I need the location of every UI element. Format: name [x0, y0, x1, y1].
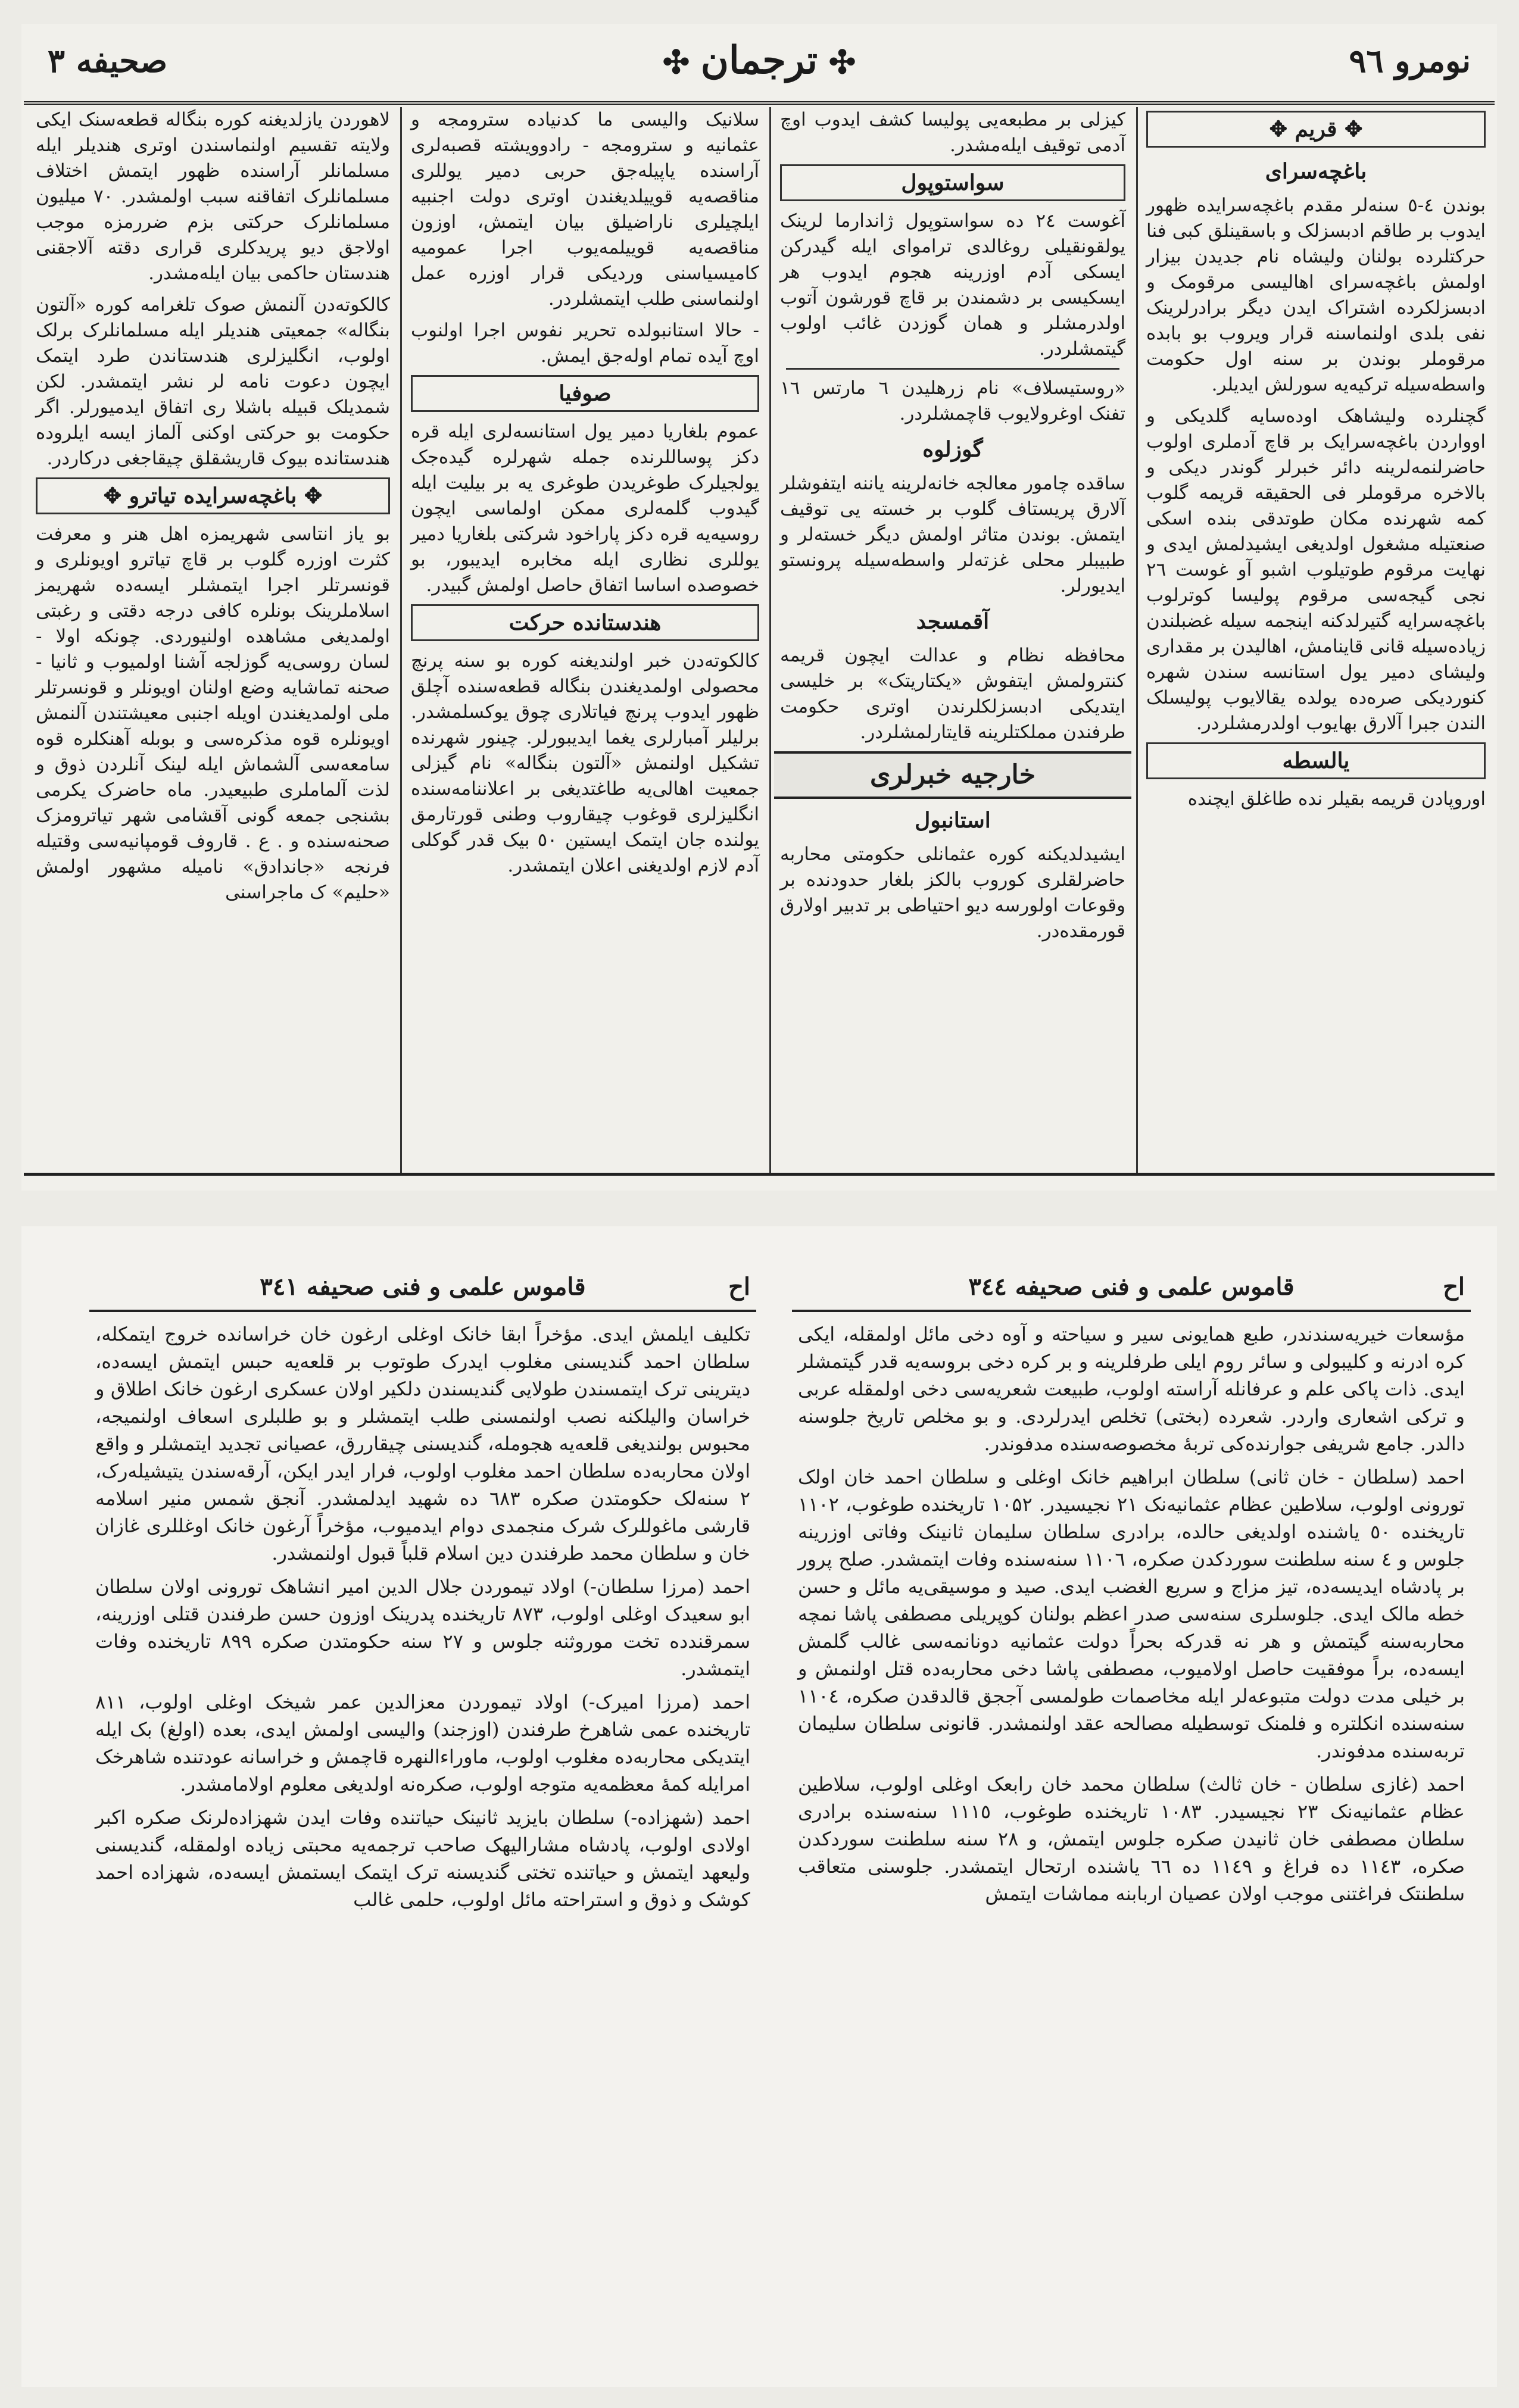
section-heading: ✥ باغچه‌سرایده تیاترو ✥: [36, 477, 390, 514]
article-paragraph: آغوست ۲٤ ده سواستوپول ژاندارما لرینک یولقونقیلی روغالدی تراموای ایله گیدرکن ایسکی آدم اوزرینه هجوم ایدوب هر ایسکیسی بر دشمندن بر قاچ قورشون آتوب اولدرمشلر و همان گوزدن غائب اولوب گیتمشلردر.: [780, 210, 1126, 360]
dictionary-title: قاموس علمی و فنی صحیفه ۳٤٤: [968, 1273, 1295, 1301]
subheading: سواستوپول: [780, 164, 1125, 201]
column-divider: [400, 107, 402, 1173]
article-paragraph: کیزلی بر مطبعه‌یی پولیسا کشف ایدوب اوچ آدمی توقیف ایله‌مشدر.: [780, 109, 1125, 156]
page-number: صحیفه ۳: [48, 42, 168, 80]
header-word: اح: [1443, 1273, 1465, 1301]
dictionary-title: قاموس علمی و فنی صحیفه ۳٤۱: [260, 1273, 586, 1301]
article-paragraph: گچنلرده ولیشاهک اوده‌سایه گلدیکی و اوواردن باغچه‌سرایک بر قاچ آدملری اولوب حاضرلنمه‌لرینه دائر خبرلر گوندر دیکی و بالاخره مرقوملر فی الحقیقه قریمه گلوب کمه شهرنده مکان طوتدقی بنده اسکی صنعتیله مشغول اولدیغی ایشیدلمش ایدی و نهایت مرقوم طوتیلوب اشبو آو غوست ۲٦ نجی گیجه‌سی مرقوم پولیسا کوترلوب باغچه‌سرایه گتیرلدکنه اینجمه سیله غضبلندن زیاده‌سیله قانی قاینامش، اهالیدن بر مقداری ولیشای دمیر یول استانسه سندن شهره کنوردیکی صره‌ده یولده یقالایوب پولیسلک الندن جبرا آلارق بهایوب اولدرمشلردر.: [1146, 405, 1486, 734]
entry-paragraph: احمد (سلطان - خان ثانی) سلطان ابراهیم خانک اوغلی و سلطان احمد خان اولک تورونی اولوب، سلاطین عظام عثمانیه‌نک ۲۱ نجیسیدر. ۱۰۵۲ تاریخنده طوغوب، ۱۱۰۲ تاریخنده ٥۰ یاشنده اولدیغی حالده، برادری سلطان سلیمان ثانینک وفاتی اوزرینه جلوس و ٤ سنه سلطنت سوردکدن صکره، ۱۱۰٦ سنه‌سنده وفات ایتمشدر. صلح پرور بر پادشاه ایدیسه‌ده، تیز مزاج و سریع الغضب ایدی. صید و موسیقی‌یه مائل و حسن خطه مالک ایدی. جلوسلری سنه‌سی صدر اعظم بولنان کوپریلی مصطفی پاشا نمچه محاربه‌سنه گیتمش و هر نه قدرکه بحراً دولت عثمانیه دونانمه‌سی غالب گلمش ایسه‌ده، براً موفقیت حاصل اولامیوب، مصطفی پاشا دخی محاربه‌ده قتل اولنمش و بر خیلی مدت دولت متبوعه‌لر ایله مخاصمات طولمسی آججق قالدقدن صکره، ۱۱۰٤ سنه‌سنده انکلتره و فلمنک توسطیله مصالحه عقد اولنمشدر. قانونی سلطان سلیمان تربه‌سنده مدفوندر.: [798, 1466, 1465, 1762]
article-paragraph: کالکوته‌دن آلنمش صوک تلغرامه کوره «آلتون بنگاله» جمعیتی هندیلر ایله مسلمانلرک برلک اولوب، انگلیزلری هندستاندن طرد ایتمک ایچون دعوت نامه لر نشر ایتمشدر. لکن شمدیلک قبیله باشلا ری اتفاق ایدمیورلر. اگر حکومت بو حرکتی اوکنی آلماز ایسه ایلروده هندستانده بیوک قاریشقلق چیقاجغی درکاردر.: [36, 294, 390, 469]
article-paragraph: - حالا استانبولده تحریر نفوس اجرا اولنوب اوچ آیده تمام اوله‌جق ایمش.: [411, 320, 759, 367]
issue-number: نومرو ۹٦: [1349, 42, 1471, 80]
column-news: [774, 107, 1131, 1173]
ornament-icon: ✥: [297, 483, 323, 508]
article-paragraph: «روستیسلاف» نام زرهلیدن ٦ مارتس ۱٦ تفنک اوغرولایوب قاچمشلردر.: [780, 377, 1125, 424]
subheading: باغچه‌سرای: [1265, 159, 1367, 184]
column-balkans: [405, 107, 765, 1173]
header-word: اح: [728, 1273, 750, 1301]
article-paragraph: لاهوردن یازلدیغنه کوره بنگاله قطعه‌سنک ایکی ولایته تقسیم اولنماسندن اوتری هندیلر ایله مسلمانلر آراسنده ظهور ایتمش اختلاف مسلمانلرک اتفاقنه سبب اولمشدر. ۷۰ میلیون مسلمانلرک حرکتی بزم ضررمزه موجب اولاجق دیو پریدکلری قراری دقته آلاجقنی هندستان حاکمی بیان ایله‌مشدر.: [36, 109, 390, 284]
column-divider: [1136, 107, 1138, 1173]
newspaper-name: ترجمان: [700, 38, 818, 83]
entry-paragraph: احمد (مرزا سلطان-) اولاد تیموردن جلال الدین امیر انشاهک تورونی اولان سلطان ابو سعیدک اوغلی اولوب، ۸۷۳ تاریخنده پدرینک اوزون حسن طرفندن قتلی اوزرینه، سمرقندده تخت موروثنه جلوس و ۲۷ سنه حکومتدن صکره ۸۹۹ تاریخنده وفات ایتمشدر.: [95, 1575, 751, 1680]
newspaper-title: [663, 38, 856, 83]
ornament-icon: ✥: [1337, 117, 1363, 142]
ornament-icon: ✣: [818, 43, 856, 81]
dictionary-page-right: [792, 1268, 1471, 2381]
article-paragraph: محافظه نظام و عدالت ایچون قریمه کنترولمش ایتفوش «یکتاریتک» بر خلیسی ایتدیکی ادبسزلکلرندن اوتری حکومت طرفندن مملکتلرینه قایتارلمشلردر.: [780, 645, 1125, 743]
subheading: استانبول: [915, 808, 991, 833]
masthead: [24, 30, 1495, 105]
subheading: هندستانده حرکت: [411, 604, 759, 641]
subheading: گوزلوه: [922, 437, 983, 462]
entry-paragraph: احمد (مرزا امیرک-) اولاد تیموردن معزالدین عمر شیخک اوغلی اولوب، ۸۱۱ تاریخنده عمی شاهرخ طرفندن (اوزجند) والیسی اولمش ایدی، بعده (اولغ) بک ایله ایتدیکی محاربه‌ده مغلوب اولوب، ماوراءالنهره قاچمش و خراسانه عودتنده شاهرخک امرایله کمهٔ معظمه‌یه متوجه اولوب، صکره‌نه اولدیغی معلوم اولامامشدر.: [95, 1691, 751, 1795]
newspaper-columns: [24, 107, 1495, 1176]
column-divider: [769, 107, 771, 1173]
article-paragraph: عموم بلغاریا دمیر یول استانسه‌لری ایله قره دکز پوساللرنده جمله شهرلره گیده‌جک یولجیلرک طوغریدن طوغری یه بر بیلیت ایله گیدوب گلمه‌لری ممکن اولماسی ایچون روسیه‌یه قره دکز پاراخود شرکتی بلغاریا دمیر یوللری نظاری ایله مخابره ایدیبور، بو خصوصده اساسا اتفاق حاصل اولمش گبیدر.: [411, 421, 759, 596]
article-paragraph: ساقده چامور معالجه خانه‌لرینه یاننه ایتفوشلر آلارق پریستاف گلوب بر خسته یی توقیف ایتمش. بوندن متاثر اولمش دیگر خسته‌لر و طبیبلر محلی غزته‌لر واسطه‌سیله پرونستو ایدیورلر.: [780, 473, 1125, 596]
entry-paragraph: احمد (غازی سلطان - خان ثالث) سلطان محمد خان رابعک اوغلی اولوب، سلاطین عظام عثمانیه‌نک ۲۳ نجیسیدر. ۱۰۸۳ تاریخنده طوغوب، ۱۱۱٥ سنه‌سنده برادری سلطان مصطفی خان ثانیدن صکره جلوس ایتمش، و ۲۸ سنه سلطنت سوردکدن صکره، ۱۱٤۳ ده فراغ و ۱۱٤۹ ده ٦٦ یاشنده ارتحال ایتمشدر. جلوسنی متعاقب سلطنتک فراغتنی موجب اولان عصیان اربابنه مماشات ایتمش: [798, 1773, 1465, 1905]
entry-paragraph: احمد (شهزاده-) سلطان بایزید ثانینک حیاتنده وفات ایدن شهزاده‌لرنک صکره اکبر اولادی اولوب، پادشاه مشارالیهک صاحب ترجمه‌یه محبتی زیاده اولمقله، گندیسنی ولیعهد ایتمش و حیاتنده تختی گندیسنه ترک ایتمک ایستمش ایسه‌ده، شهزاده احمد کوشک و ذوق و استراحته مائل اولوب، حلمی غالب: [95, 1806, 750, 1911]
article-paragraph: سلانیک والیسی ما کدنیاده سترومجه و عثمانیه و سترومجه - رادوویشته قصبه‌لری آراسنده یاپیله‌جق حربی دمیر یوللری مناقصه‌یه قوییلدیغندن اوتری دولت اجنبیه ایلچیلری ناراضیلق بیان ایتمش، اوزون مناقصه‌یه قوییلمه‌یوب اجرا عمومیه کامیسیاسنی وردیکی قرار اوزره عمل اولنماسنی طلب ایتمشلردر.: [411, 109, 759, 310]
dictionary-page-left: [89, 1268, 756, 2381]
dictionary-header: [89, 1268, 756, 1312]
article-paragraph: بوندن ٤-٥ سنه‌لر مقدم باغچه‌سرایده ظهور ایدوب بر طاقم ادبسزلک و باسقینلق کبی فنا حرکتلرده بولنان ولیشاه نام جدیدن بیزار اولمش باغچه‌سرای اهالیسی مرقومک و ادبسزلکرده اشتراک ایدن دیگر برادرلرینک نفی بلدی اولنماسنه قرار ویروب بو بابده مرقوملر بوندن بر سنه اول حکومت واسطه‌سیله ترکیه‌یه سورلش ایدیلر.: [1146, 195, 1486, 395]
section-heading: ✥ قریم ✥: [1146, 111, 1486, 148]
ornament-icon: ✣: [662, 43, 701, 81]
subheading: صوفیا: [411, 375, 759, 412]
divider: [786, 368, 1119, 370]
subheading: آقمسجد: [916, 609, 990, 634]
entry-paragraph: مؤسعات خیریه‌سندندر، طبع همایونی سیر و سیاحته و آوه دخی مائل اولمقله، ایکی کره ادرنه و کلیبولی و سائر روم ایلی طرفلرینه و بر کره دخی بروسه‌یه قدر گیتمشلر ایدی. ذات پاکی علم و عرفانله آراسته اولوب، طبیعت شعریه‌سی دخی اولمقله عربی و ترکی اشعاری واردر. شعرده (بختی) تخلص ایدرلردی. و بو مخلص تاریخ جلوسنه دالدر. جامع شریفی جوارنده‌کی تربهٔ مخصوصه‌سنده مدفوندر.: [798, 1323, 1465, 1455]
ornament-icon: ✥: [1269, 117, 1295, 142]
dictionary-header: [792, 1268, 1471, 1312]
article-paragraph: اوروپادن قریمه بقیلر نده طاغلق ایچنده: [1187, 788, 1486, 810]
article-paragraph: بو یاز انتاسی شهریمزه اهل هنر و معرفت کثرت اوزره گلوب بر قاچ تیاترو اویونلری و قونسرتلر اجرا ایتمشلر ایسه‌ده شهریمز اسلاملرینک بونلره کافی درجه دقتی و رغبتی اولمدیغی مشاهده اولنیوردی. چونکه اولا - لسان روسی‌یه گوزلجه آشنا اولمیوب و ثانیا - صحنه تماشایه وضع اولنان اویونلر و قونسرتلر ملی اولمدیغندن اویله اجنبی معیشتندن آلنمش اویونلره قوه مذکره‌سی و بوبله آهنکلره قوه سامعه‌سی آلشماش ایله لینک آنلردن ذوق و لذت آلماملری طبیعیدر. ماه حاضرک یکرمی بشنجی جمعه گونی آقشامی شهر تیاترومزک صحنه‌سنده و . ع . قاروف قومپانیه‌سی وقتیله فرنجه «جاندادق» نامیله مشهور اولمش «حلیم» ک ماجراسنی: [36, 523, 390, 903]
article-paragraph: کالکوته‌دن خبر اولندیغنه کوره بو سنه پرنچ محصولی اولمدیغندن بنگاله قطعه‌سنده آچلق ظهور ایدوب پرنچ فیاتلاری چوق یوکسلمشدر. برلیلر آمبارلری یغما ایدیبورلر. چینور شهرنده تشکیل اولنمش «آلتون بنگاله» نام گیزلی جمعیت اهالی‌یه طاغتدیغی بر اعلاننامه‌سنده انگلیزلری قوغوب چیقاروب وطنی قورتارمق یولنده جان ایتمک ایستین ٥۰ بیک قدر گوکلی آدم لازم اولدیغنی اعلان ایتمشدر.: [411, 650, 759, 876]
ornament-icon: ✥: [103, 483, 129, 508]
foreign-news-banner: خارجیه خبرلری: [774, 751, 1131, 799]
article-paragraph: ایشیدلدیکنه کوره عثمانلی حکومتی محاربه حاضرلقلری کوروب بالکز بلغار حدودنده بر وقوعات اولورسه دیو احتیاطی بر تدبیر اولارق قورمقده‌در.: [780, 844, 1125, 942]
subheading: یالسطه: [1146, 742, 1486, 779]
column-india-theatre: [30, 107, 396, 1173]
entry-paragraph: تکلیف ایلمش ایدی. مؤخراً ابقا خانک اوغلی ارغون خان خراسانده خروج ایتمکله، سلطان احمد گندیسنی مغلوب ایدرک طوتوب بر قلعه‌یه حبس ایتمش ایسه‌ده، دیترینی ترک ایتمسندن طولایی گندیسندن دلکیر اولان عسکری ارغون خانک اطلاق و خراسان والیلکنه نصب اولنمسنی طلب ایتمشلر و بو طلبلری اسعاف اولنمیجه، محبوس بولندیغی قلعه‌یه هجومله، گندیسنی چیقاررق، عصیانی تجدید ایتمشلر و واقع اولان محاربه‌ده سلطان احمد مغلوب اولوب، فرار ایدر ایکن، آرقه‌سندن یتیشیله‌رک، ۲ سنه‌لک حکومتدن صکره ٦۸۳ ده شهید ایدلمشدر. آنجق شمس منیر اسلامه قارشی ماغوللرک شرک منجمدی دوام ایدمیوب، مؤخراً آرغون خانک اوغللری غازان خان و سلطان محمد طرفندن دین اسلام قلباً قبول اولنمشدر.: [95, 1323, 751, 1564]
column-crimea: [1140, 107, 1492, 1173]
